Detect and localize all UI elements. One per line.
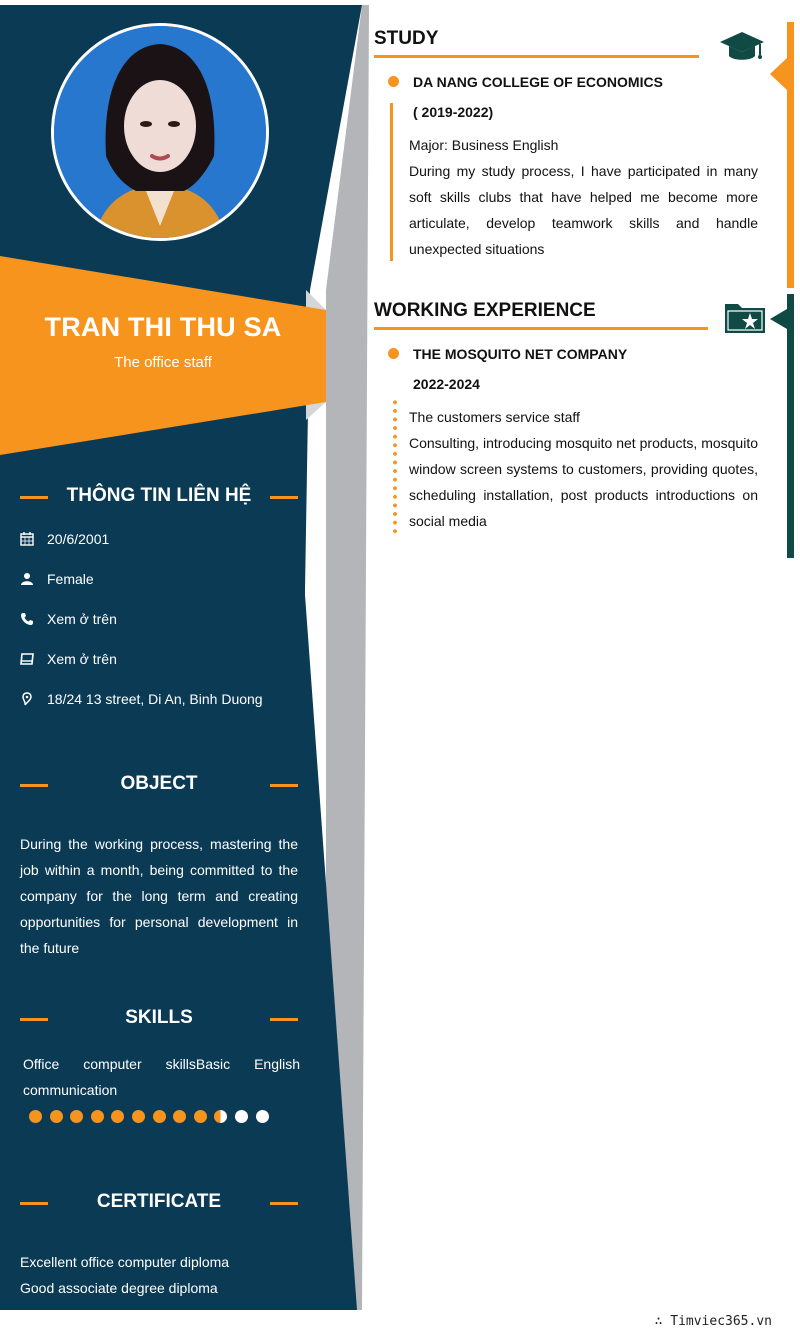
certificate-item: Excellent office computer diploma — [20, 1254, 230, 1270]
contact-heading-text: THÔNG TIN LIÊN HỆ — [66, 485, 252, 506]
study-side-arrow — [770, 58, 787, 90]
skill-rating-dot — [132, 1110, 145, 1123]
certificate-heading-text: CERTIFICATE — [96, 1191, 222, 1212]
study-bullet — [388, 76, 399, 87]
experience-position: The customers service staff — [409, 409, 580, 425]
skills-section-heading — [20, 1007, 298, 1031]
contact-section-heading — [20, 485, 298, 509]
skill-rating-dot — [235, 1110, 248, 1123]
contact-value: Xem ở trên — [47, 651, 117, 667]
experience-bullet — [388, 348, 399, 359]
email-icon — [20, 652, 34, 666]
study-school: DA NANG COLLEGE OF ECONOMICS — [413, 74, 663, 90]
skills-heading-text: SKILLS — [125, 1007, 193, 1028]
study-timeline-line — [390, 103, 393, 261]
calendar-icon — [20, 532, 34, 546]
avatar-illustration — [54, 26, 266, 238]
contact-value: Xem ở trên — [47, 611, 117, 627]
profile-photo — [51, 23, 269, 241]
location-icon — [20, 692, 34, 706]
phone-icon — [20, 612, 34, 626]
heading-dash-right — [270, 1018, 298, 1021]
object-text: During the working process, mastering the job within a month, being committed to the company for the long term and creating opportunities for personal development in the future — [20, 836, 298, 956]
experience-side-bar — [787, 294, 794, 558]
contact-value: 18/24 13 street, Di An, Binh Duong — [47, 691, 263, 707]
skill-rating-dot — [50, 1110, 63, 1123]
skill-rating-dot — [194, 1110, 207, 1123]
heading-dash-right — [270, 496, 298, 499]
candidate-role: The office staff — [114, 354, 212, 371]
study-description: During my study process, I have participated in many soft skills clubs that have helped me become more articulate, develop teamwork skills and handle unexpected situations — [409, 163, 758, 257]
experience-description: Consulting, introducing mosquito net products, mosquito window screen systems to customers, providing quotes, scheduling installation, post products introductions on social media — [409, 435, 758, 529]
graduation-cap-icon — [718, 30, 766, 64]
person-icon — [20, 572, 34, 586]
skill-rating-dot — [91, 1110, 104, 1123]
experience-timeline-dots — [393, 398, 397, 536]
contact-value: 20/6/2001 — [47, 531, 110, 547]
study-period: ( 2019-2022) — [413, 104, 494, 120]
object-section-heading — [20, 773, 298, 797]
skills-text: Office computer skillsBasic English communication — [23, 1056, 300, 1098]
study-heading: STUDY — [374, 28, 439, 49]
skill-rating-dot — [29, 1110, 42, 1123]
experience-period: 2022-2024 — [413, 376, 480, 392]
experience-underline — [374, 327, 708, 330]
certificate-item: Good associate degree diploma — [20, 1280, 218, 1296]
footer-brand: ∴ Timviec365.vn — [654, 1314, 772, 1329]
heading-dash-right — [270, 1202, 298, 1205]
study-underline — [374, 55, 699, 58]
experience-side-arrow — [770, 309, 787, 329]
experience-heading: WORKING EXPERIENCE — [374, 300, 596, 321]
object-heading-text: OBJECT — [120, 773, 198, 794]
certificate-section-heading — [20, 1191, 298, 1215]
heading-dash-right — [270, 784, 298, 787]
experience-company: THE MOSQUITO NET COMPANY — [413, 346, 628, 362]
study-major: Major: Business English — [409, 137, 559, 153]
candidate-name: TRAN THI THU SA — [44, 312, 282, 342]
contact-value: Female — [47, 571, 94, 587]
study-side-bar — [787, 22, 794, 288]
skill-rating-dot — [153, 1110, 166, 1123]
folder-star-icon — [724, 300, 766, 334]
skill-rating-dot — [256, 1110, 269, 1123]
